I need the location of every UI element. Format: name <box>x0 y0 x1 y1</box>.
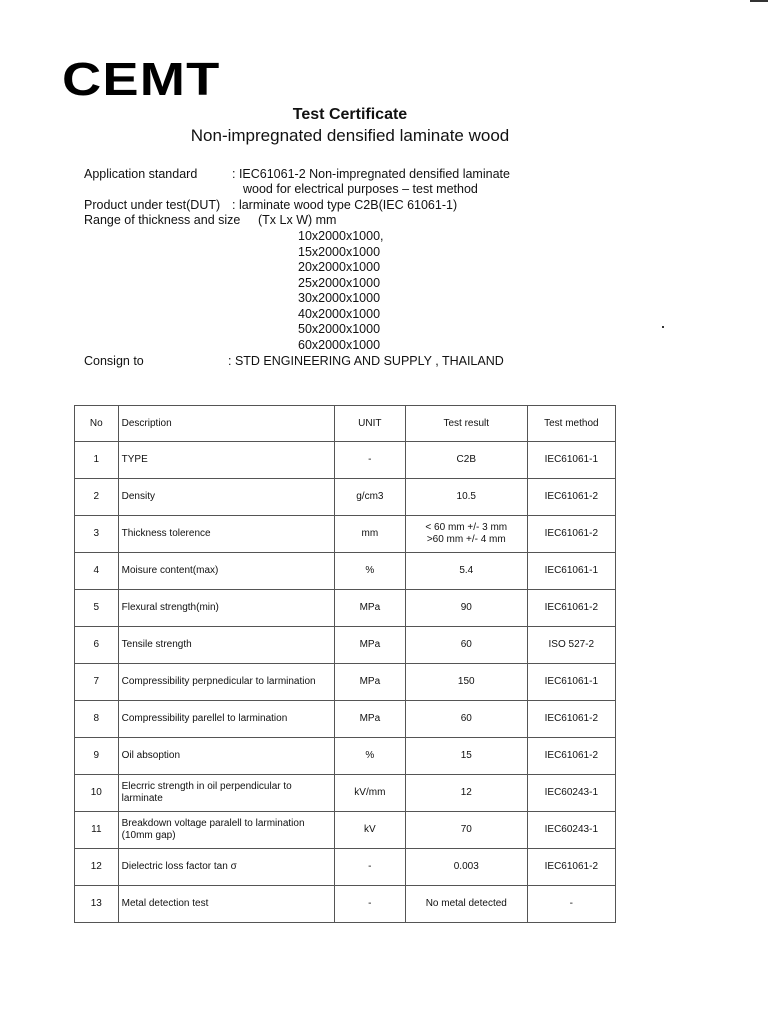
table-row <box>75 701 616 738</box>
cell-description-text: Moisure content(max) <box>121 565 219 576</box>
cell-description <box>118 442 334 479</box>
cell-method-text: IEC60243-1 <box>544 787 599 798</box>
header-method: Test method <box>527 406 615 442</box>
table-row <box>75 553 616 590</box>
range-label: Range of thickness and size <box>84 213 241 227</box>
cell-no-text: 6 <box>93 639 100 650</box>
cell-description <box>118 812 334 849</box>
cell-method-text: IEC61061-2 <box>544 602 599 613</box>
cell-unit <box>334 849 405 886</box>
certificate-subtitle: Non-impregnated densified laminate wood <box>190 126 510 145</box>
cell-no <box>75 516 119 553</box>
cell-description-text: Breakdown voltage paralell to larmination <box>121 818 305 829</box>
cell-unit <box>334 553 405 590</box>
cell-result-text: 90 <box>460 602 472 613</box>
size-item: 25x2000x1000 <box>298 275 381 290</box>
cell-unit-text: MPa <box>359 602 381 613</box>
cell-no-text: 12 <box>90 861 102 872</box>
cell-method <box>527 553 615 590</box>
cell-no-text: 7 <box>93 676 100 687</box>
cell-no <box>75 738 119 775</box>
cell-method <box>527 516 615 553</box>
cell-result-text: 5.4 <box>459 565 474 576</box>
table-row <box>75 812 616 849</box>
cell-result-text: 150 <box>457 676 475 687</box>
cell-description <box>118 664 334 701</box>
cell-unit-text: % <box>365 750 375 761</box>
cell-result-text: < 60 mm +/- 3 mm <box>425 522 508 533</box>
header-no: No <box>75 406 119 442</box>
cell-description-text: Thickness tolerence <box>121 528 211 539</box>
cell-result <box>405 812 527 849</box>
table-header-row <box>75 406 616 442</box>
cell-result <box>405 738 527 775</box>
cell-no <box>75 775 119 812</box>
cell-method <box>527 664 615 701</box>
cell-method-text: IEC61061-2 <box>544 861 599 872</box>
size-item: 50x2000x1000 <box>298 322 381 336</box>
cell-description <box>118 886 334 923</box>
cell-method <box>527 738 615 775</box>
header-unit: UNIT <box>334 406 405 442</box>
cell-result <box>405 590 527 627</box>
certificate-title: Test Certificate <box>292 106 408 123</box>
cell-no <box>75 553 119 590</box>
consign-value: : STD ENGINEERING AND SUPPLY , THAILAND <box>228 354 504 368</box>
cell-unit <box>334 516 405 553</box>
cell-method-text: IEC61061-2 <box>544 528 599 539</box>
table-row <box>75 738 616 775</box>
cell-method <box>527 590 615 627</box>
cell-unit <box>334 886 405 923</box>
size-item: 15x2000x1000 <box>298 244 381 259</box>
cell-description <box>118 627 334 664</box>
table-row <box>75 590 616 627</box>
cell-no <box>75 479 119 516</box>
scan-mark <box>750 0 768 2</box>
cell-result <box>405 886 527 923</box>
cell-description-text: Elecrric strength in oil perpendicular to <box>121 781 292 792</box>
cell-description-text: Oil absoption <box>121 750 181 761</box>
cell-method <box>527 775 615 812</box>
cell-description <box>118 775 334 812</box>
cell-unit-text: mm <box>361 528 379 539</box>
table-row <box>75 886 616 923</box>
cell-result-text: 60 <box>460 713 472 724</box>
cell-unit-text: - <box>368 898 372 909</box>
size-item: 10x2000x1000, <box>298 229 384 243</box>
size-item: 40x2000x1000 <box>298 306 381 321</box>
cell-no-text: 10 <box>90 787 102 798</box>
cell-description-text: Density <box>121 491 155 502</box>
cell-result-text: 0.003 <box>453 861 479 872</box>
cell-result <box>405 849 527 886</box>
cell-method-text: IEC60243-1 <box>544 824 599 835</box>
cell-unit <box>334 738 405 775</box>
cell-no-text: 11 <box>91 824 102 835</box>
cell-description-text: larminate <box>121 793 163 804</box>
size-item: 20x2000x1000 <box>298 260 381 274</box>
cell-unit <box>334 590 405 627</box>
table-row <box>75 849 616 886</box>
cell-result <box>405 553 527 590</box>
cell-method-text: IEC61061-1 <box>544 454 599 465</box>
cell-result-text: 15 <box>460 750 472 761</box>
cell-method <box>527 701 615 738</box>
cell-method-text: ISO 527-2 <box>548 639 595 650</box>
cell-unit-text: kV/mm <box>354 787 386 798</box>
cell-unit <box>334 664 405 701</box>
product-value: : larminate wood type C2B(IEC 61061-1) <box>232 198 458 212</box>
cell-no <box>75 886 119 923</box>
cell-description-text: (10mm gap) <box>121 830 176 841</box>
cell-result <box>405 442 527 479</box>
cell-result-text: C2B <box>456 454 476 465</box>
cell-description-text: Compressibility parellel to larmination <box>121 713 288 724</box>
cell-description-text: Flexural strength(min) <box>121 602 219 613</box>
cell-description <box>118 849 334 886</box>
cell-method-text: - <box>569 898 573 909</box>
cell-unit <box>334 442 405 479</box>
table-row <box>75 442 616 479</box>
cell-description <box>118 479 334 516</box>
cell-result-text: No metal detected <box>425 898 507 909</box>
cell-description-text: Dielectric loss factor tan σ <box>121 861 237 872</box>
cell-no <box>75 627 119 664</box>
product-label: Product under test(DUT) <box>84 198 221 212</box>
cell-no <box>75 701 119 738</box>
cell-method <box>527 442 615 479</box>
cell-method-text: IEC61061-2 <box>544 750 599 761</box>
cell-unit <box>334 701 405 738</box>
cell-result <box>405 479 527 516</box>
table-row <box>75 479 616 516</box>
cell-description-text: Compressibility perpnedicular to larmination <box>121 676 316 687</box>
cell-no-text: 2 <box>93 491 100 502</box>
scan-dot <box>662 326 664 328</box>
cell-unit-text: % <box>365 565 375 576</box>
cell-result-text: 10.5 <box>456 491 476 502</box>
cell-method-text: IEC61061-2 <box>544 491 599 502</box>
cell-no-text: 5 <box>93 602 100 613</box>
cell-result-text: >60 mm +/- 4 mm <box>426 534 506 545</box>
cell-no-text: 1 <box>93 454 100 465</box>
application-standard-value-line2: wood for electrical purposes – test method <box>243 182 478 196</box>
cell-no-text: 3 <box>93 528 100 539</box>
cell-no-text: 8 <box>93 713 100 724</box>
cell-no-text: 13 <box>90 898 102 909</box>
cell-no-text: 4 <box>93 565 100 576</box>
cell-result-text: 12 <box>460 787 472 798</box>
cell-result <box>405 516 527 553</box>
size-item: 30x2000x1000 <box>298 291 381 305</box>
cell-no <box>75 664 119 701</box>
cell-no <box>75 442 119 479</box>
cell-unit <box>334 812 405 849</box>
cell-description <box>118 553 334 590</box>
cell-result-text: 70 <box>460 824 472 835</box>
cell-unit <box>334 775 405 812</box>
cell-unit-text: - <box>368 861 372 872</box>
cell-unit-text: kV <box>364 824 376 835</box>
cell-description-text: TYPE <box>121 454 148 465</box>
table-row <box>75 664 616 701</box>
cell-method <box>527 627 615 664</box>
cell-unit <box>334 479 405 516</box>
cell-unit-text: g/cm3 <box>356 491 384 502</box>
cell-description <box>118 516 334 553</box>
consign-label: Consign to <box>84 354 144 368</box>
cell-result <box>405 664 527 701</box>
cell-unit-text: MPa <box>359 639 381 650</box>
table-row <box>75 627 616 664</box>
application-standard-value-line1: : IEC61061-2 Non-impregnated densified laminate <box>232 167 510 181</box>
cell-method <box>527 479 615 516</box>
size-item: 60x2000x1000 <box>298 337 381 352</box>
cell-result <box>405 701 527 738</box>
cell-method-text: IEC61061-2 <box>544 713 599 724</box>
cell-no <box>75 812 119 849</box>
cell-description <box>118 590 334 627</box>
table-row <box>75 775 616 812</box>
cell-no <box>75 849 119 886</box>
cell-description <box>118 701 334 738</box>
cell-result-text: 60 <box>460 639 472 650</box>
cell-method <box>527 812 615 849</box>
cell-description <box>118 738 334 775</box>
test-results-table <box>74 405 616 923</box>
range-value: (Tx Lx W) mm <box>258 213 337 227</box>
cell-method <box>527 886 615 923</box>
size-list <box>298 229 384 353</box>
cell-no-text: 9 <box>93 750 100 761</box>
cell-result <box>405 627 527 664</box>
cell-unit <box>334 627 405 664</box>
header-result: Test result <box>405 406 527 442</box>
cell-description-text: Metal detection test <box>121 898 209 909</box>
cemt-logo: CEMT <box>62 53 221 105</box>
header-description: Description <box>118 406 334 442</box>
application-standard-label: Application standard <box>84 167 198 181</box>
cell-unit-text: - <box>368 454 372 465</box>
cell-unit-text: MPa <box>359 713 381 724</box>
cell-method-text: IEC61061-1 <box>544 565 599 576</box>
cell-method <box>527 849 615 886</box>
cell-method-text: IEC61061-1 <box>544 676 599 687</box>
cell-no <box>75 590 119 627</box>
cell-unit-text: MPa <box>359 676 381 687</box>
table-row <box>75 516 616 553</box>
cell-description-text: Tensile strength <box>121 639 192 650</box>
cell-result <box>405 775 527 812</box>
